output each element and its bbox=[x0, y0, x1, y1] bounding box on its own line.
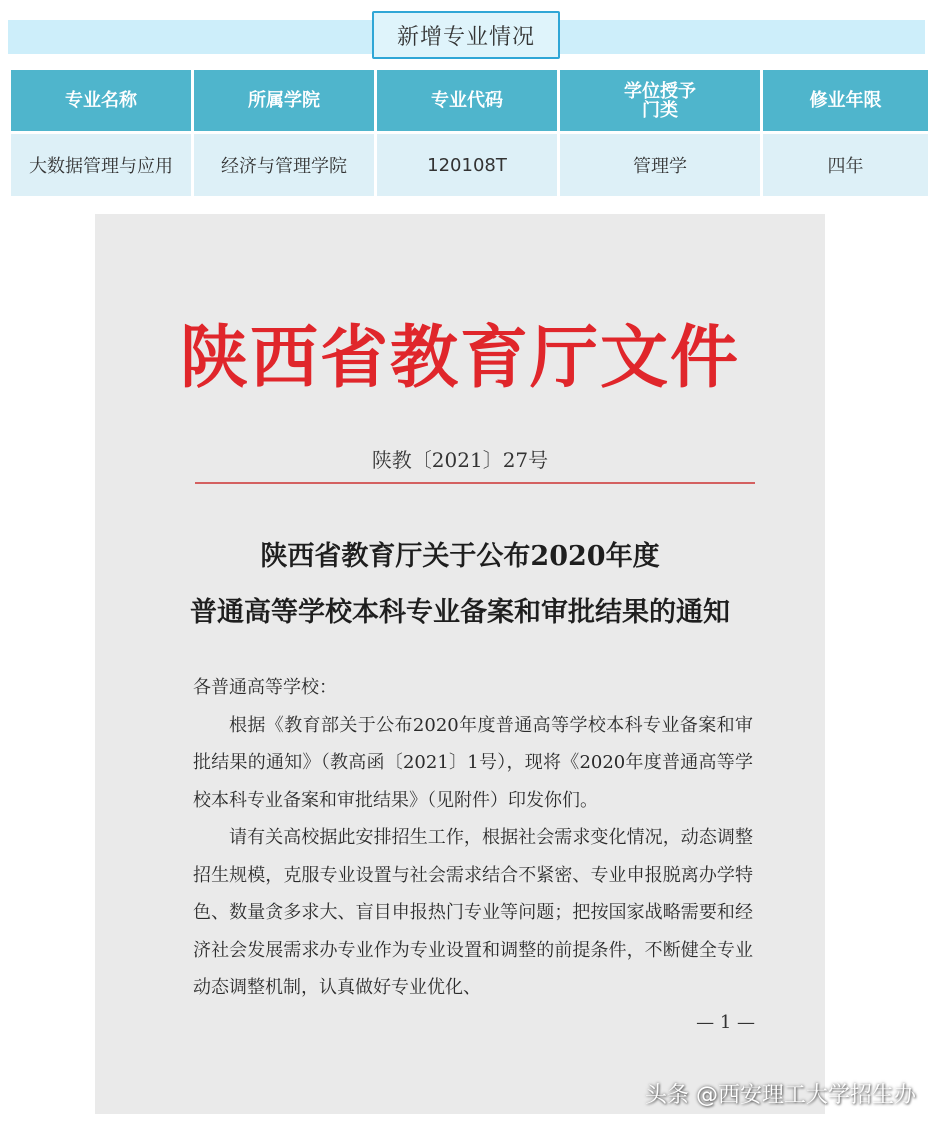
column-header-major-code: 专业代码 bbox=[377, 70, 557, 131]
document-salutation: 各普通高等学校： bbox=[193, 677, 337, 698]
source-watermark: 头条 @西安理工大学招生办 bbox=[645, 1083, 916, 1108]
page-number: — 1 — bbox=[696, 1012, 755, 1033]
cell-degree-category: 管理学 bbox=[560, 131, 760, 196]
column-header-duration: 修业年限 bbox=[763, 70, 928, 131]
document-number: 陕教〔2021〕27号 bbox=[371, 448, 549, 472]
section-title: 新增专业情况 bbox=[372, 11, 560, 59]
scanned-document bbox=[95, 214, 825, 1114]
cell-duration: 四年 bbox=[763, 131, 928, 196]
document-title-line2: 普通高等学校本科专业备案和审批结果的通知 bbox=[190, 597, 730, 628]
table-header-row bbox=[11, 70, 928, 131]
column-header-degree-category: 学位授予门类 bbox=[560, 70, 760, 131]
column-header-college: 所属学院 bbox=[194, 70, 374, 131]
cell-major-name: 大数据管理与应用 bbox=[11, 131, 191, 196]
document-body bbox=[193, 669, 753, 1007]
document-title-line1: 陕西省教育厅关于公布2020年度 bbox=[260, 541, 660, 572]
cell-major-code: 120108T bbox=[377, 131, 557, 196]
document-header: 陕西省教育厅文件 bbox=[179, 318, 740, 398]
document-paragraph: 请有关高校据此安排招生工作，根据社会需求变化情况，动态调整招生规模，克服专业设置与社会需求结合不紧密、专业申报脱离办学特色、数量贪多求大、盲目申报热门专业等问题；把按国家战略需要和经济社会发展需求办专业作为专业设置和调整的前提条件，不断健全专业动态调整机制，认真做好专业优化、 bbox=[193, 827, 753, 998]
column-header-major-name: 专业名称 bbox=[11, 70, 191, 131]
document-paragraph: 根据《教育部关于公布2020年度普通高等学校本科专业备案和审批结果的通知》（教高函〔2021〕1号），现将《2020年度普通高等学校本科专业备案和审批结果》（见附件）印发你们。 bbox=[193, 714, 753, 811]
cell-college: 经济与管理学院 bbox=[194, 131, 374, 196]
table-row bbox=[11, 131, 928, 196]
red-divider bbox=[195, 482, 755, 484]
major-info-table bbox=[8, 70, 931, 196]
